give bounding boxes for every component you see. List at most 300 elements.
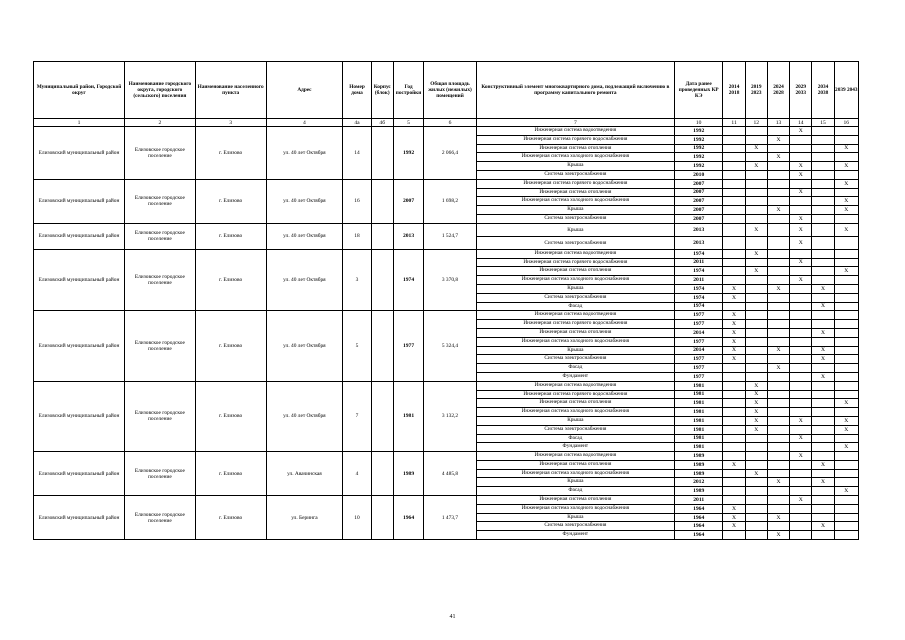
house-number-cell: 14 [343, 127, 371, 180]
structural-element-cell: Фундамент [476, 372, 674, 381]
period-mark-cell [834, 522, 858, 531]
period-mark-cell [767, 496, 789, 505]
prior-repair-date-cell: 2007 [674, 188, 723, 197]
period-mark-cell [812, 214, 834, 223]
period-mark-cell [790, 293, 812, 302]
period-mark-cell [723, 416, 745, 425]
period-mark-cell [767, 188, 789, 197]
period-mark-cell [790, 311, 812, 320]
column-number: 6 [424, 119, 477, 127]
period-mark-cell [812, 206, 834, 215]
period-mark-cell [812, 236, 834, 249]
structural-element-cell: Крыша [476, 284, 674, 293]
period-mark-cell [767, 320, 789, 329]
period-mark-cell [745, 236, 767, 249]
period-mark-cell: X [812, 522, 834, 531]
period-mark-cell [745, 188, 767, 197]
structural-element-cell: Инженерная система горячего водоснабжения [476, 320, 674, 329]
period-mark-cell [767, 236, 789, 249]
block-cell [371, 249, 393, 311]
period-mark-cell [812, 153, 834, 162]
period-mark-cell [812, 469, 834, 478]
period-mark-cell [812, 513, 834, 522]
period-mark-cell: X [812, 346, 834, 355]
period-mark-cell [723, 302, 745, 311]
address-cell: ул. 40 лет Октября [266, 127, 343, 180]
period-mark-cell [723, 162, 745, 171]
period-mark-cell [790, 487, 812, 496]
column-number: 14 [790, 119, 812, 127]
year-built-cell: 1977 [393, 311, 423, 381]
period-mark-cell [834, 258, 858, 267]
period-mark-cell [812, 127, 834, 136]
prior-repair-date-cell: 1964 [674, 504, 723, 513]
block-cell [371, 381, 393, 451]
house-number-cell: 18 [343, 223, 371, 249]
prior-repair-date-cell: 1992 [674, 162, 723, 171]
period-mark-cell [834, 337, 858, 346]
period-mark-cell [723, 399, 745, 408]
prior-repair-date-cell: 2011 [674, 276, 723, 285]
settlement-cell: Елизовское городское поселение [124, 223, 195, 249]
period-mark-cell [723, 249, 745, 258]
period-mark-cell [745, 513, 767, 522]
structural-element-cell: Крыша [476, 206, 674, 215]
structural-element-cell: Инженерная система холодного водоснабжения [476, 469, 674, 478]
settlement-cell: Елизовское городское поселение [124, 381, 195, 451]
structural-element-cell: Система электроснабжения [476, 425, 674, 434]
period-mark-cell: X [767, 478, 789, 487]
period-mark-cell: X [834, 399, 858, 408]
table-row [34, 249, 859, 258]
district-cell: Елизовский муниципальный район [34, 127, 125, 180]
year-built-cell: 1964 [393, 496, 423, 540]
prior-repair-date-cell: 2007 [674, 179, 723, 188]
period-mark-cell [723, 531, 745, 540]
prior-repair-date-cell: 1964 [674, 531, 723, 540]
period-mark-cell [767, 179, 789, 188]
prior-repair-date-cell: 2013 [674, 223, 723, 236]
period-mark-cell: X [812, 460, 834, 469]
period-mark-cell [767, 355, 789, 364]
header-address: Адрес [266, 62, 343, 119]
period-mark-cell: X [834, 487, 858, 496]
header-district: Муниципальный район, Городской округ [34, 62, 125, 119]
period-mark-cell: X [723, 522, 745, 531]
period-mark-cell [723, 381, 745, 390]
period-mark-cell [767, 408, 789, 417]
period-mark-cell: X [723, 311, 745, 320]
period-mark-cell [767, 302, 789, 311]
period-mark-cell [790, 399, 812, 408]
period-mark-cell: X [745, 416, 767, 425]
period-mark-cell [723, 188, 745, 197]
period-mark-cell [834, 293, 858, 302]
period-mark-cell: X [790, 276, 812, 285]
block-cell [371, 179, 393, 223]
period-mark-cell [812, 443, 834, 452]
settlement-cell: Елизовское городское поселение [124, 249, 195, 311]
period-mark-cell [723, 496, 745, 505]
district-cell: Елизовский муниципальный район [34, 496, 125, 540]
period-mark-cell [767, 399, 789, 408]
address-cell: ул. 40 лет Октября [266, 249, 343, 311]
period-mark-cell [767, 170, 789, 179]
period-mark-cell [767, 197, 789, 206]
period-mark-cell [812, 381, 834, 390]
district-cell: Елизовский муниципальный район [34, 452, 125, 496]
period-mark-cell [812, 188, 834, 197]
period-mark-cell [767, 452, 789, 461]
period-mark-cell [767, 416, 789, 425]
address-cell: ул. 40 лет Октября [266, 381, 343, 451]
period-mark-cell [723, 214, 745, 223]
period-mark-cell [723, 276, 745, 285]
district-cell: Елизовский муниципальный район [34, 223, 125, 249]
period-mark-cell [723, 153, 745, 162]
structural-element-cell: Крыша [476, 223, 674, 236]
period-mark-cell [767, 425, 789, 434]
period-mark-cell: X [790, 496, 812, 505]
period-mark-cell [745, 170, 767, 179]
period-mark-cell: X [745, 425, 767, 434]
period-mark-cell: X [745, 399, 767, 408]
period-mark-cell [767, 434, 789, 443]
period-mark-cell [812, 162, 834, 171]
period-mark-cell: X [790, 162, 812, 171]
period-mark-cell: X [834, 162, 858, 171]
header-house-number: Номер дома [343, 62, 371, 119]
period-mark-cell [790, 320, 812, 329]
header-period-2: 2019 2023 [745, 62, 767, 119]
period-mark-cell [723, 478, 745, 487]
period-mark-cell [767, 337, 789, 346]
period-mark-cell [745, 372, 767, 381]
period-mark-cell: X [812, 302, 834, 311]
period-mark-cell [812, 249, 834, 258]
period-mark-cell [790, 153, 812, 162]
settlement-cell: Елизовское городское поселение [124, 496, 195, 540]
period-mark-cell [790, 460, 812, 469]
period-mark-cell [745, 284, 767, 293]
structural-element-cell: Инженерная система водоотведения [476, 311, 674, 320]
period-mark-cell [767, 144, 789, 153]
period-mark-cell [790, 425, 812, 434]
column-number: 10 [674, 119, 723, 127]
period-mark-cell [834, 452, 858, 461]
structural-element-cell: Инженерная система горячего водоснабжения [476, 135, 674, 144]
column-number: 11 [723, 119, 745, 127]
period-mark-cell [745, 320, 767, 329]
settlement-cell: Елизовское городское поселение [124, 311, 195, 381]
period-mark-cell [790, 364, 812, 373]
period-mark-cell [723, 364, 745, 373]
period-mark-cell: X [834, 425, 858, 434]
column-number: 15 [812, 119, 834, 127]
prior-repair-date-cell: 1992 [674, 127, 723, 136]
structural-element-cell: Инженерная система горячего водоснабжения [476, 390, 674, 399]
block-cell [371, 311, 393, 381]
period-mark-cell [812, 135, 834, 144]
period-mark-cell [790, 302, 812, 311]
period-mark-cell [767, 487, 789, 496]
period-mark-cell [812, 223, 834, 236]
period-mark-cell [812, 416, 834, 425]
period-mark-cell [834, 170, 858, 179]
header-period-5: 2034 2038 [812, 62, 834, 119]
period-mark-cell [812, 434, 834, 443]
structural-element-cell: Крыша [476, 478, 674, 487]
period-mark-cell [790, 206, 812, 215]
period-mark-cell: X [745, 249, 767, 258]
table-row [34, 223, 859, 236]
prior-repair-date-cell: 1981 [674, 399, 723, 408]
block-cell [371, 452, 393, 496]
year-built-cell: 1981 [393, 381, 423, 451]
period-mark-cell [790, 513, 812, 522]
period-mark-cell [745, 214, 767, 223]
structural-element-cell: Инженерная система холодного водоснабжения [476, 197, 674, 206]
period-mark-cell [834, 469, 858, 478]
structural-element-cell: Система электроснабжения [476, 236, 674, 249]
period-mark-cell [767, 390, 789, 399]
period-mark-cell [745, 197, 767, 206]
period-mark-cell: X [745, 381, 767, 390]
total-area-cell: 1 524,7 [424, 223, 477, 249]
period-mark-cell: X [812, 284, 834, 293]
period-mark-cell [790, 328, 812, 337]
period-mark-cell [790, 249, 812, 258]
period-mark-cell: X [834, 144, 858, 153]
period-mark-cell: X [767, 513, 789, 522]
column-number: 13 [767, 119, 789, 127]
period-mark-cell [723, 135, 745, 144]
period-mark-cell: X [767, 153, 789, 162]
period-mark-cell [834, 355, 858, 364]
period-mark-cell [790, 390, 812, 399]
period-mark-cell [812, 170, 834, 179]
prior-repair-date-cell: 1992 [674, 144, 723, 153]
header-prior-repair-date: Дата ранее проведенных КР КЭ [674, 62, 723, 119]
address-cell: ул. 40 лет Октября [266, 311, 343, 381]
prior-repair-date-cell: 2010 [674, 170, 723, 179]
structural-element-cell: Фундамент [476, 443, 674, 452]
header-year-built: Год постройки [393, 62, 423, 119]
period-mark-cell [812, 276, 834, 285]
period-mark-cell [834, 320, 858, 329]
period-mark-cell [790, 284, 812, 293]
period-mark-cell [834, 328, 858, 337]
header-settlement: Наименование городского округа, городского (сельского) поселения [124, 62, 195, 119]
period-mark-cell [834, 276, 858, 285]
period-mark-cell: X [790, 188, 812, 197]
header-row [34, 62, 859, 119]
structural-element-cell: Инженерная система отопления [476, 460, 674, 469]
period-mark-cell: X [812, 478, 834, 487]
house-number-cell: 7 [343, 381, 371, 451]
period-mark-cell [834, 434, 858, 443]
period-mark-cell [745, 179, 767, 188]
period-mark-cell [723, 487, 745, 496]
column-number: 12 [745, 119, 767, 127]
period-mark-cell [745, 504, 767, 513]
structural-element-cell: Фасад [476, 487, 674, 496]
period-mark-cell: X [834, 416, 858, 425]
district-cell: Елизовский муниципальный район [34, 311, 125, 381]
table-row [34, 179, 859, 188]
period-mark-cell [812, 364, 834, 373]
period-mark-cell: X [790, 214, 812, 223]
column-number: 3 [195, 119, 266, 127]
structural-element-cell: Фасад [476, 364, 674, 373]
building-rows [34, 127, 859, 540]
period-mark-cell [767, 267, 789, 276]
structural-element-cell: Крыша [476, 513, 674, 522]
prior-repair-date-cell: 1981 [674, 390, 723, 399]
period-mark-cell [745, 153, 767, 162]
structural-element-cell: Инженерная система горячего водоснабжения [476, 179, 674, 188]
period-mark-cell [723, 236, 745, 249]
year-built-cell: 1974 [393, 249, 423, 311]
structural-element-cell: Крыша [476, 416, 674, 425]
period-mark-cell [723, 223, 745, 236]
period-mark-cell [745, 258, 767, 267]
period-mark-cell: X [723, 293, 745, 302]
total-area-cell: 4 485,8 [424, 452, 477, 496]
prior-repair-date-cell: 1977 [674, 337, 723, 346]
prior-repair-date-cell: 1977 [674, 311, 723, 320]
period-mark-cell [723, 144, 745, 153]
district-cell: Елизовский муниципальный район [34, 249, 125, 311]
period-mark-cell [745, 443, 767, 452]
structural-element-cell: Инженерная система холодного водоснабжения [476, 153, 674, 162]
header-total-area: Общая площадь жилых (нежилых) помещений [424, 62, 477, 119]
period-mark-cell [790, 179, 812, 188]
period-mark-cell: X [790, 127, 812, 136]
house-number-cell: 3 [343, 249, 371, 311]
period-mark-cell [723, 197, 745, 206]
prior-repair-date-cell: 1977 [674, 372, 723, 381]
period-mark-cell [767, 276, 789, 285]
period-mark-cell: X [790, 434, 812, 443]
prior-repair-date-cell: 2012 [674, 478, 723, 487]
block-cell [371, 223, 393, 249]
period-mark-cell [812, 408, 834, 417]
period-mark-cell [745, 364, 767, 373]
prior-repair-date-cell: 1974 [674, 302, 723, 311]
period-mark-cell: X [767, 364, 789, 373]
table-row [34, 381, 859, 390]
period-mark-cell [834, 531, 858, 540]
prior-repair-date-cell: 1992 [674, 135, 723, 144]
column-number: 4б [371, 119, 393, 127]
period-mark-cell [812, 144, 834, 153]
prior-repair-date-cell: 1981 [674, 381, 723, 390]
period-mark-cell: X [834, 267, 858, 276]
period-mark-cell [812, 399, 834, 408]
period-mark-cell: X [767, 206, 789, 215]
year-built-cell: 1989 [393, 452, 423, 496]
structural-element-cell: Инженерная система отопления [476, 399, 674, 408]
structural-element-cell: Инженерная система отопления [476, 144, 674, 153]
prior-repair-date-cell: 1989 [674, 460, 723, 469]
prior-repair-date-cell: 2007 [674, 197, 723, 206]
prior-repair-date-cell: 2011 [674, 496, 723, 505]
settlement-cell: Елизовское городское поселение [124, 452, 195, 496]
prior-repair-date-cell: 1981 [674, 408, 723, 417]
column-number: 4 [266, 119, 343, 127]
district-cell: Елизовский муниципальный район [34, 179, 125, 223]
period-mark-cell [745, 478, 767, 487]
period-mark-cell [790, 372, 812, 381]
period-mark-cell [812, 267, 834, 276]
period-mark-cell: X [745, 267, 767, 276]
address-cell: ул. Авачинская [266, 452, 343, 496]
column-number: 2 [124, 119, 195, 127]
period-mark-cell [745, 355, 767, 364]
period-mark-cell: X [790, 223, 812, 236]
locality-cell: г. Елизово [195, 127, 266, 180]
structural-element-cell: Инженерная система отопления [476, 267, 674, 276]
block-cell [371, 496, 393, 540]
prior-repair-date-cell: 1989 [674, 452, 723, 461]
house-number-cell: 5 [343, 311, 371, 381]
prior-repair-date-cell: 2014 [674, 346, 723, 355]
table-row [34, 452, 859, 461]
period-mark-cell [723, 425, 745, 434]
period-mark-cell [812, 293, 834, 302]
period-mark-cell [767, 293, 789, 302]
capital-repair-table-sheet [33, 61, 859, 540]
header-period-4: 2029 2033 [790, 62, 812, 119]
period-mark-cell [745, 127, 767, 136]
period-mark-cell [767, 214, 789, 223]
column-number: 5 [393, 119, 423, 127]
period-mark-cell: X [790, 416, 812, 425]
locality-cell: г. Елизово [195, 179, 266, 223]
prior-repair-date-cell: 1989 [674, 487, 723, 496]
locality-cell: г. Елизово [195, 249, 266, 311]
period-mark-cell [790, 408, 812, 417]
total-area-cell: 1 698,2 [424, 179, 477, 223]
header-period-3: 2024 2028 [767, 62, 789, 119]
period-mark-cell [834, 236, 858, 249]
period-mark-cell [834, 153, 858, 162]
structural-element-cell: Инженерная система горячего водоснабжения [476, 258, 674, 267]
period-mark-cell [790, 522, 812, 531]
period-mark-cell: X [790, 170, 812, 179]
prior-repair-date-cell: 1977 [674, 364, 723, 373]
settlement-cell: Елизовское городское поселение [124, 179, 195, 223]
period-mark-cell [745, 346, 767, 355]
period-mark-cell [790, 135, 812, 144]
prior-repair-date-cell: 1964 [674, 513, 723, 522]
period-mark-cell [834, 381, 858, 390]
period-mark-cell [723, 206, 745, 215]
period-mark-cell: X [790, 258, 812, 267]
year-built-cell: 1992 [393, 127, 423, 180]
period-mark-cell: X [723, 320, 745, 329]
period-mark-cell [834, 460, 858, 469]
prior-repair-date-cell: 2013 [674, 236, 723, 249]
period-mark-cell: X [834, 179, 858, 188]
house-number-cell: 10 [343, 496, 371, 540]
period-mark-cell [745, 135, 767, 144]
period-mark-cell [812, 487, 834, 496]
period-mark-cell [834, 135, 858, 144]
period-mark-cell [723, 127, 745, 136]
period-mark-cell: X [812, 372, 834, 381]
